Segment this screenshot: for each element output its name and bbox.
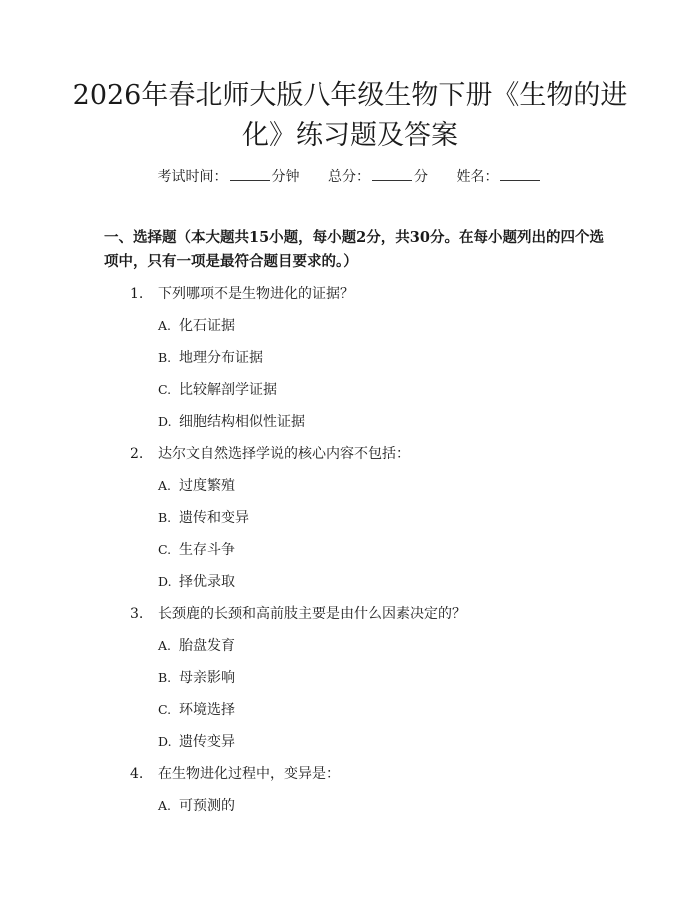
exam-time-unit: 分钟 [271,169,300,185]
option-text: 遗传和变异 [179,510,249,526]
option-letter: A. [158,478,172,493]
answer-option [0,502,700,534]
question-number: 4. [130,766,144,782]
option-letter: D. [158,414,172,429]
question-text: 长颈鹿的长颈和高前肢主要是由什么因素决定的？ [158,606,466,622]
answer-option [0,630,700,662]
option-letter: C. [158,702,172,717]
total-score-unit: 分 [414,169,428,185]
exam-time-blank [230,166,270,181]
exam-info-line [0,166,700,187]
option-letter: B. [158,350,172,365]
question-number: 1. [130,286,144,302]
answer-option [0,342,700,374]
option-letter: D. [158,734,172,749]
question-number: 3. [130,606,144,622]
option-text: 地理分布证据 [179,350,263,366]
answer-option [0,662,700,694]
option-text: 母亲影响 [179,670,235,686]
question-text: 在生物进化过程中，变异是： [158,766,340,782]
option-letter: C. [158,542,172,557]
total-score-blank [372,166,412,181]
option-letter: A. [158,318,172,333]
option-letter: D. [158,574,172,589]
total-score-field [328,166,428,187]
option-text: 细胞结构相似性证据 [179,414,305,430]
answer-option [0,790,700,822]
option-text: 遗传变异 [179,734,235,750]
option-text: 过度繁殖 [179,478,235,494]
answer-option [0,310,700,342]
question-text: 达尔文自然选择学说的核心内容不包括： [158,446,410,462]
option-text: 择优录取 [179,574,235,590]
answer-option [0,374,700,406]
option-text: 比较解剖学证据 [179,382,277,398]
answer-option [0,726,700,758]
question-text: 下列哪项不是生物进化的证据？ [158,286,354,302]
question-item [0,438,700,470]
answer-option [0,470,700,502]
option-letter: A. [158,798,172,813]
exam-time-label: 考试时间： [157,169,228,185]
student-name-label: 姓名： [456,169,499,185]
answer-option [0,566,700,598]
option-letter: B. [158,510,172,525]
exam-time-field [158,166,300,187]
question-item [0,598,700,630]
student-name-blank [500,166,540,181]
student-name-field [456,166,542,187]
option-letter: C. [158,382,172,397]
answer-option [0,694,700,726]
option-text: 化石证据 [179,318,235,334]
option-letter: B. [158,670,172,685]
question-list [0,278,700,822]
question-item [0,758,700,790]
section-heading: 一、选择题（本大题共15小题，每小题2分，共30分。在每小题列出的四个选项中，只有一项是最符合题目要求的。） [104,229,604,270]
answer-option [0,534,700,566]
answer-option [0,406,700,438]
question-number: 2. [130,446,144,462]
question-item [0,278,700,310]
option-text: 环境选择 [179,702,235,718]
option-text: 胎盘发育 [179,638,235,654]
option-letter: A. [158,638,172,653]
option-text: 生存斗争 [179,542,235,558]
total-score-label: 总分： [328,169,370,185]
document-title: 2026年春北师大版八年级生物下册《生物的进化》练习题及答案 [72,80,628,151]
option-text: 可预测的 [179,798,235,814]
